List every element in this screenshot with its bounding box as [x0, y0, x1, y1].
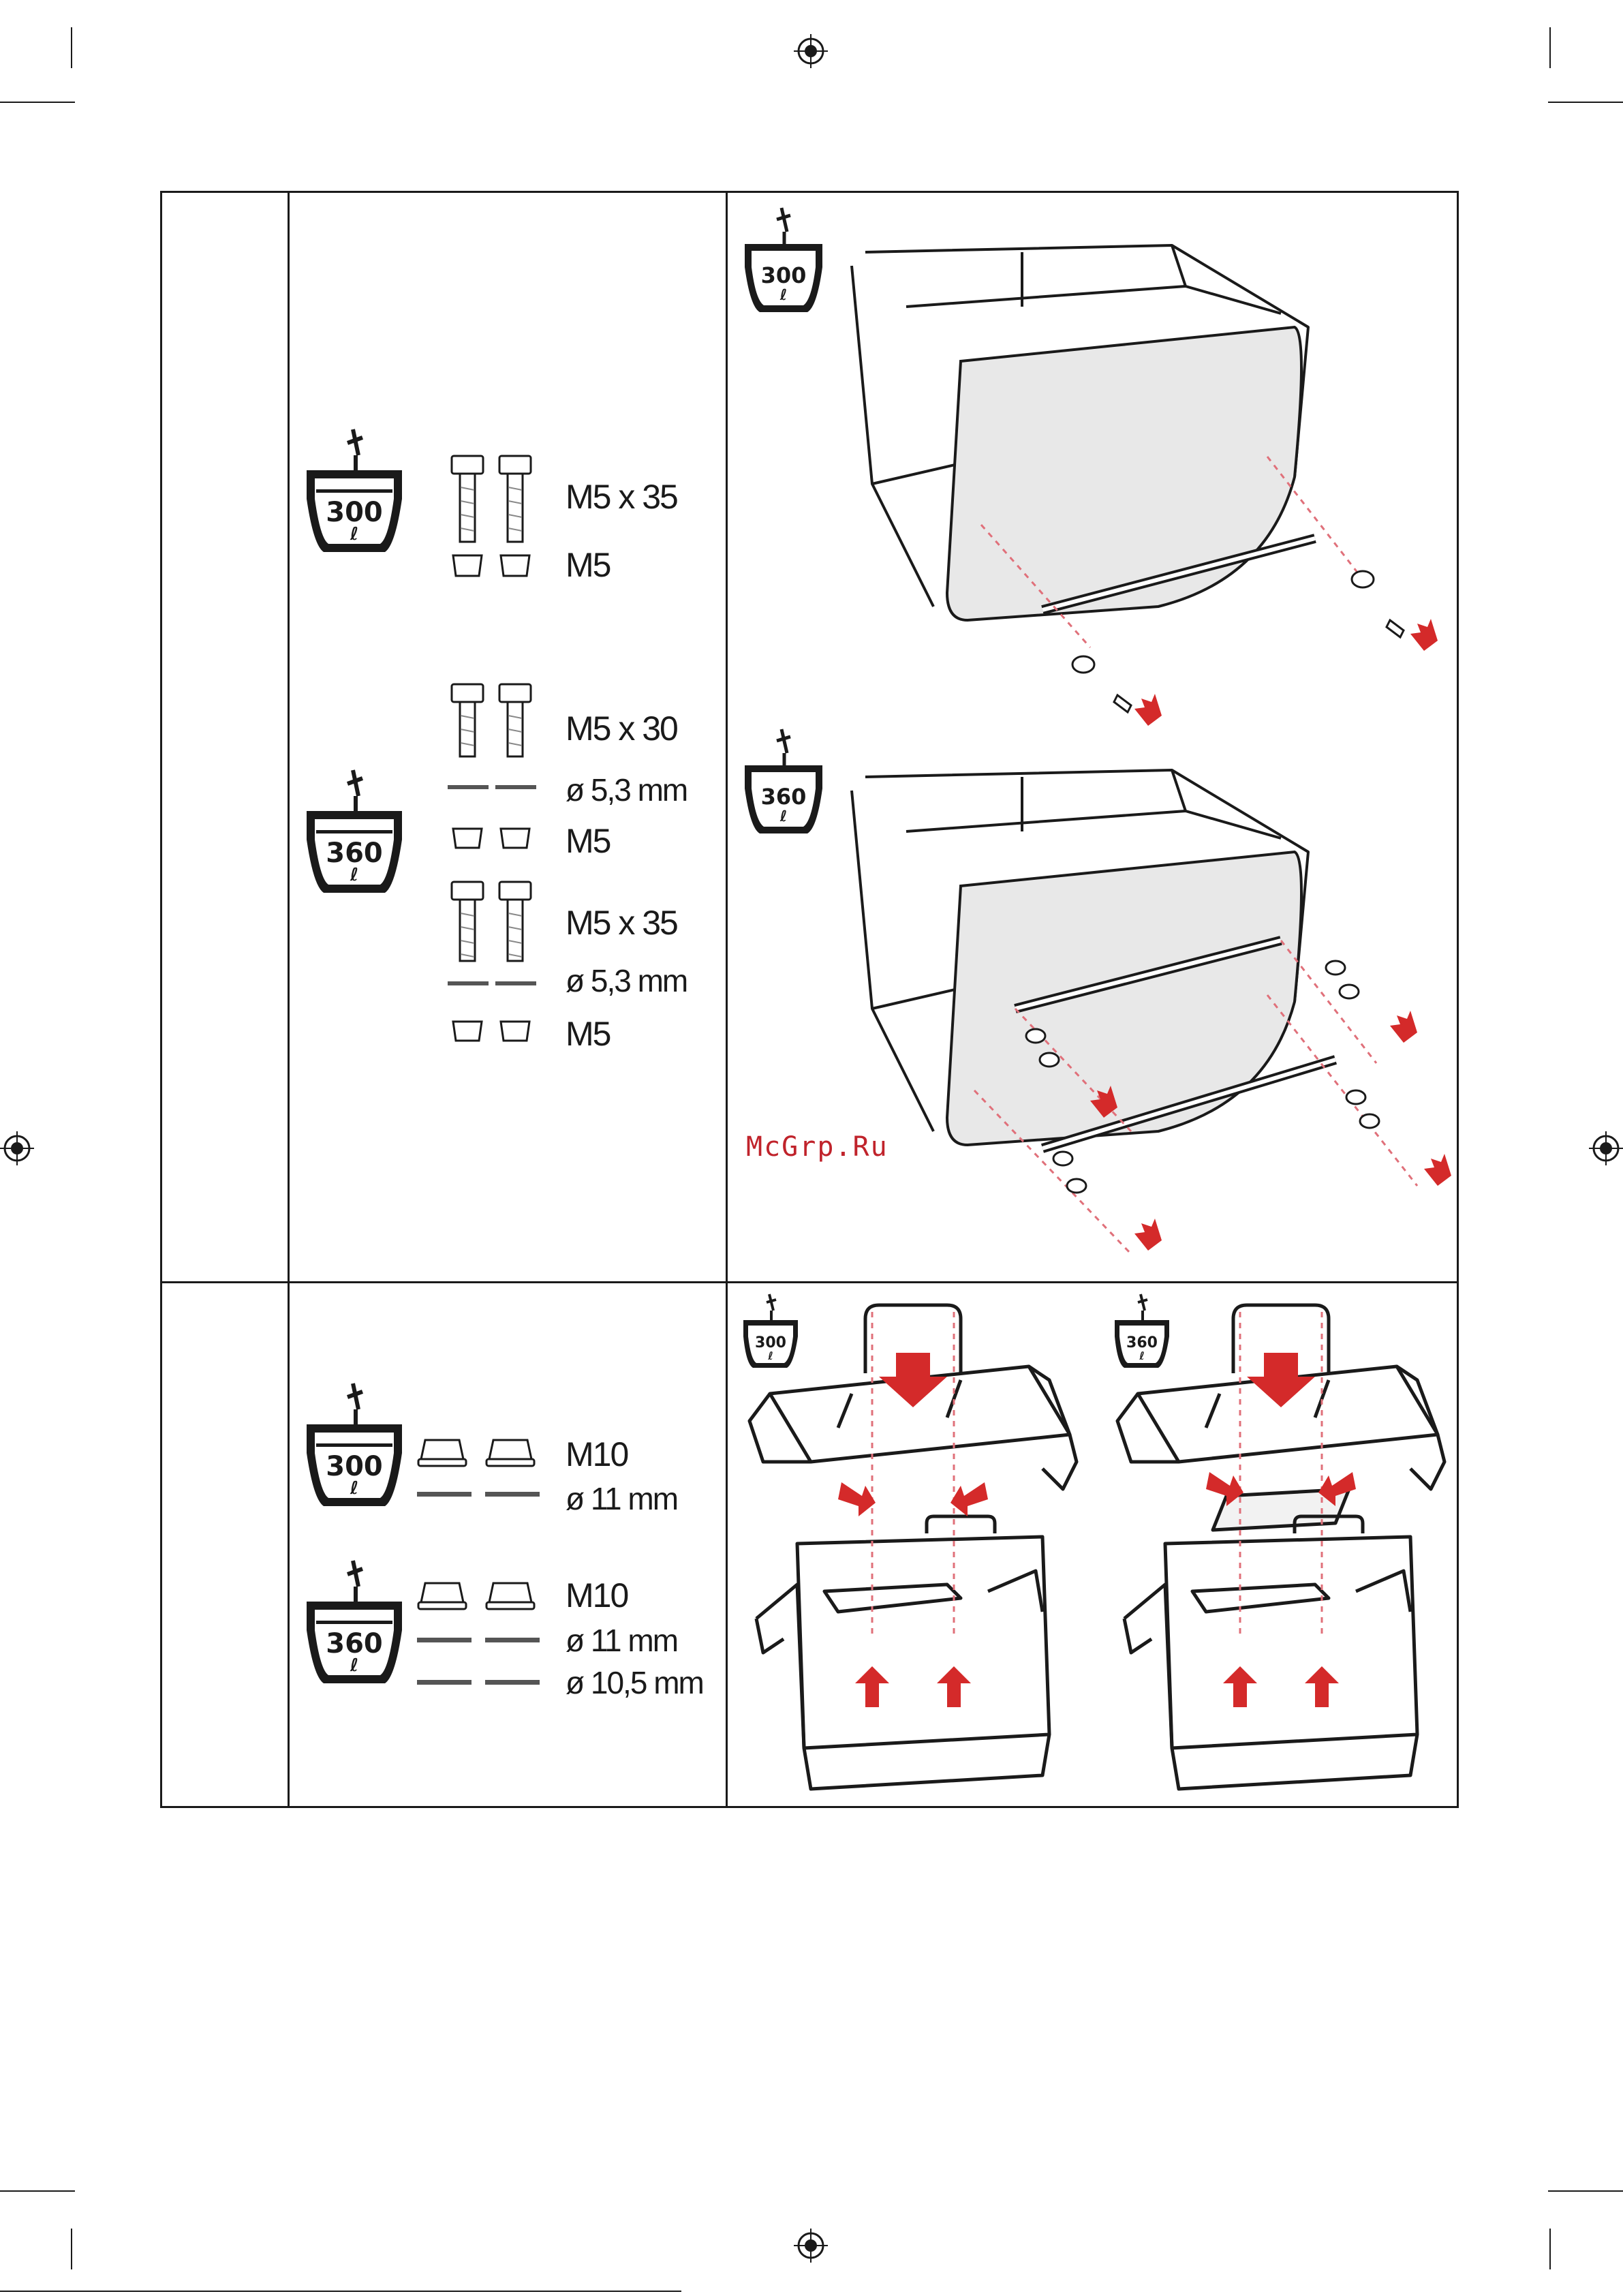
washer-11-label: ø 11 mm — [566, 1481, 678, 1516]
nut-m5-label: M5 — [566, 1015, 610, 1053]
svg-text:300: 300 — [760, 262, 807, 288]
svg-text:ℓ: ℓ — [768, 1349, 773, 1362]
bolt-m5x35-label: M5 x 35 — [566, 904, 677, 942]
bolt-icon — [446, 682, 542, 818]
washer-10-5-label: ø 10,5 mm — [566, 1665, 703, 1700]
nut-m10-label: M10 — [566, 1576, 628, 1614]
svg-text:300: 300 — [755, 1334, 786, 1351]
grass-bag-icon — [300, 1554, 409, 1690]
washer-5-3-label: ø 5,3 mm — [566, 772, 687, 808]
capacity-360-text: 360 — [326, 838, 383, 869]
registration-mark-icon — [794, 2229, 828, 2263]
nut-m5-label: M5 — [566, 822, 610, 860]
nut-m10-label: M10 — [566, 1435, 628, 1473]
handle-assembly-300-illustration — [743, 1298, 1097, 1789]
watermark-text: McGrp.Ru — [746, 1131, 888, 1163]
bolt-m5x35-label: M5 x 35 — [566, 478, 677, 516]
registration-mark-icon — [0, 1131, 34, 1165]
svg-text:ℓ: ℓ — [779, 808, 788, 825]
svg-text:ℓ: ℓ — [1139, 1349, 1145, 1362]
registration-mark-icon — [794, 34, 828, 68]
svg-text:360: 360 — [326, 1628, 383, 1659]
svg-text:ℓ: ℓ — [350, 865, 359, 885]
flange-nut-icon — [416, 1578, 545, 1700]
red-arrow-icon — [838, 1353, 988, 1707]
bag-frame-360-illustration — [749, 750, 1431, 1268]
washer-11-label: ø 11 mm — [566, 1623, 678, 1658]
grass-bag-icon — [300, 763, 409, 900]
bolt-icon — [446, 453, 542, 590]
washer-5-3-label: ø 5,3 mm — [566, 963, 687, 998]
svg-text:ℓ: ℓ — [779, 287, 788, 304]
nut-m5-label: M5 — [566, 546, 610, 584]
capacity-300-text: 300 — [326, 497, 383, 528]
svg-text:ℓ: ℓ — [350, 1655, 359, 1676]
nut-icon — [446, 826, 542, 853]
svg-text:360: 360 — [760, 784, 807, 810]
red-arrow-icon — [1134, 619, 1438, 726]
nut-icon — [446, 1019, 542, 1046]
grass-bag-icon — [300, 423, 409, 559]
svg-text:360: 360 — [1126, 1334, 1158, 1351]
svg-text:ℓ: ℓ — [350, 524, 359, 545]
grass-bag-icon — [300, 1377, 409, 1513]
bolt-m5x30-label: M5 x 30 — [566, 709, 677, 748]
bolt-icon — [446, 879, 542, 1015]
bag-frame-300-illustration — [749, 225, 1431, 784]
svg-text:ℓ: ℓ — [350, 1478, 359, 1499]
handle-assembly-360-illustration — [1111, 1298, 1465, 1789]
svg-text:300: 300 — [326, 1451, 383, 1482]
flange-nut-icon — [416, 1435, 545, 1510]
registration-mark-icon — [1589, 1131, 1623, 1165]
